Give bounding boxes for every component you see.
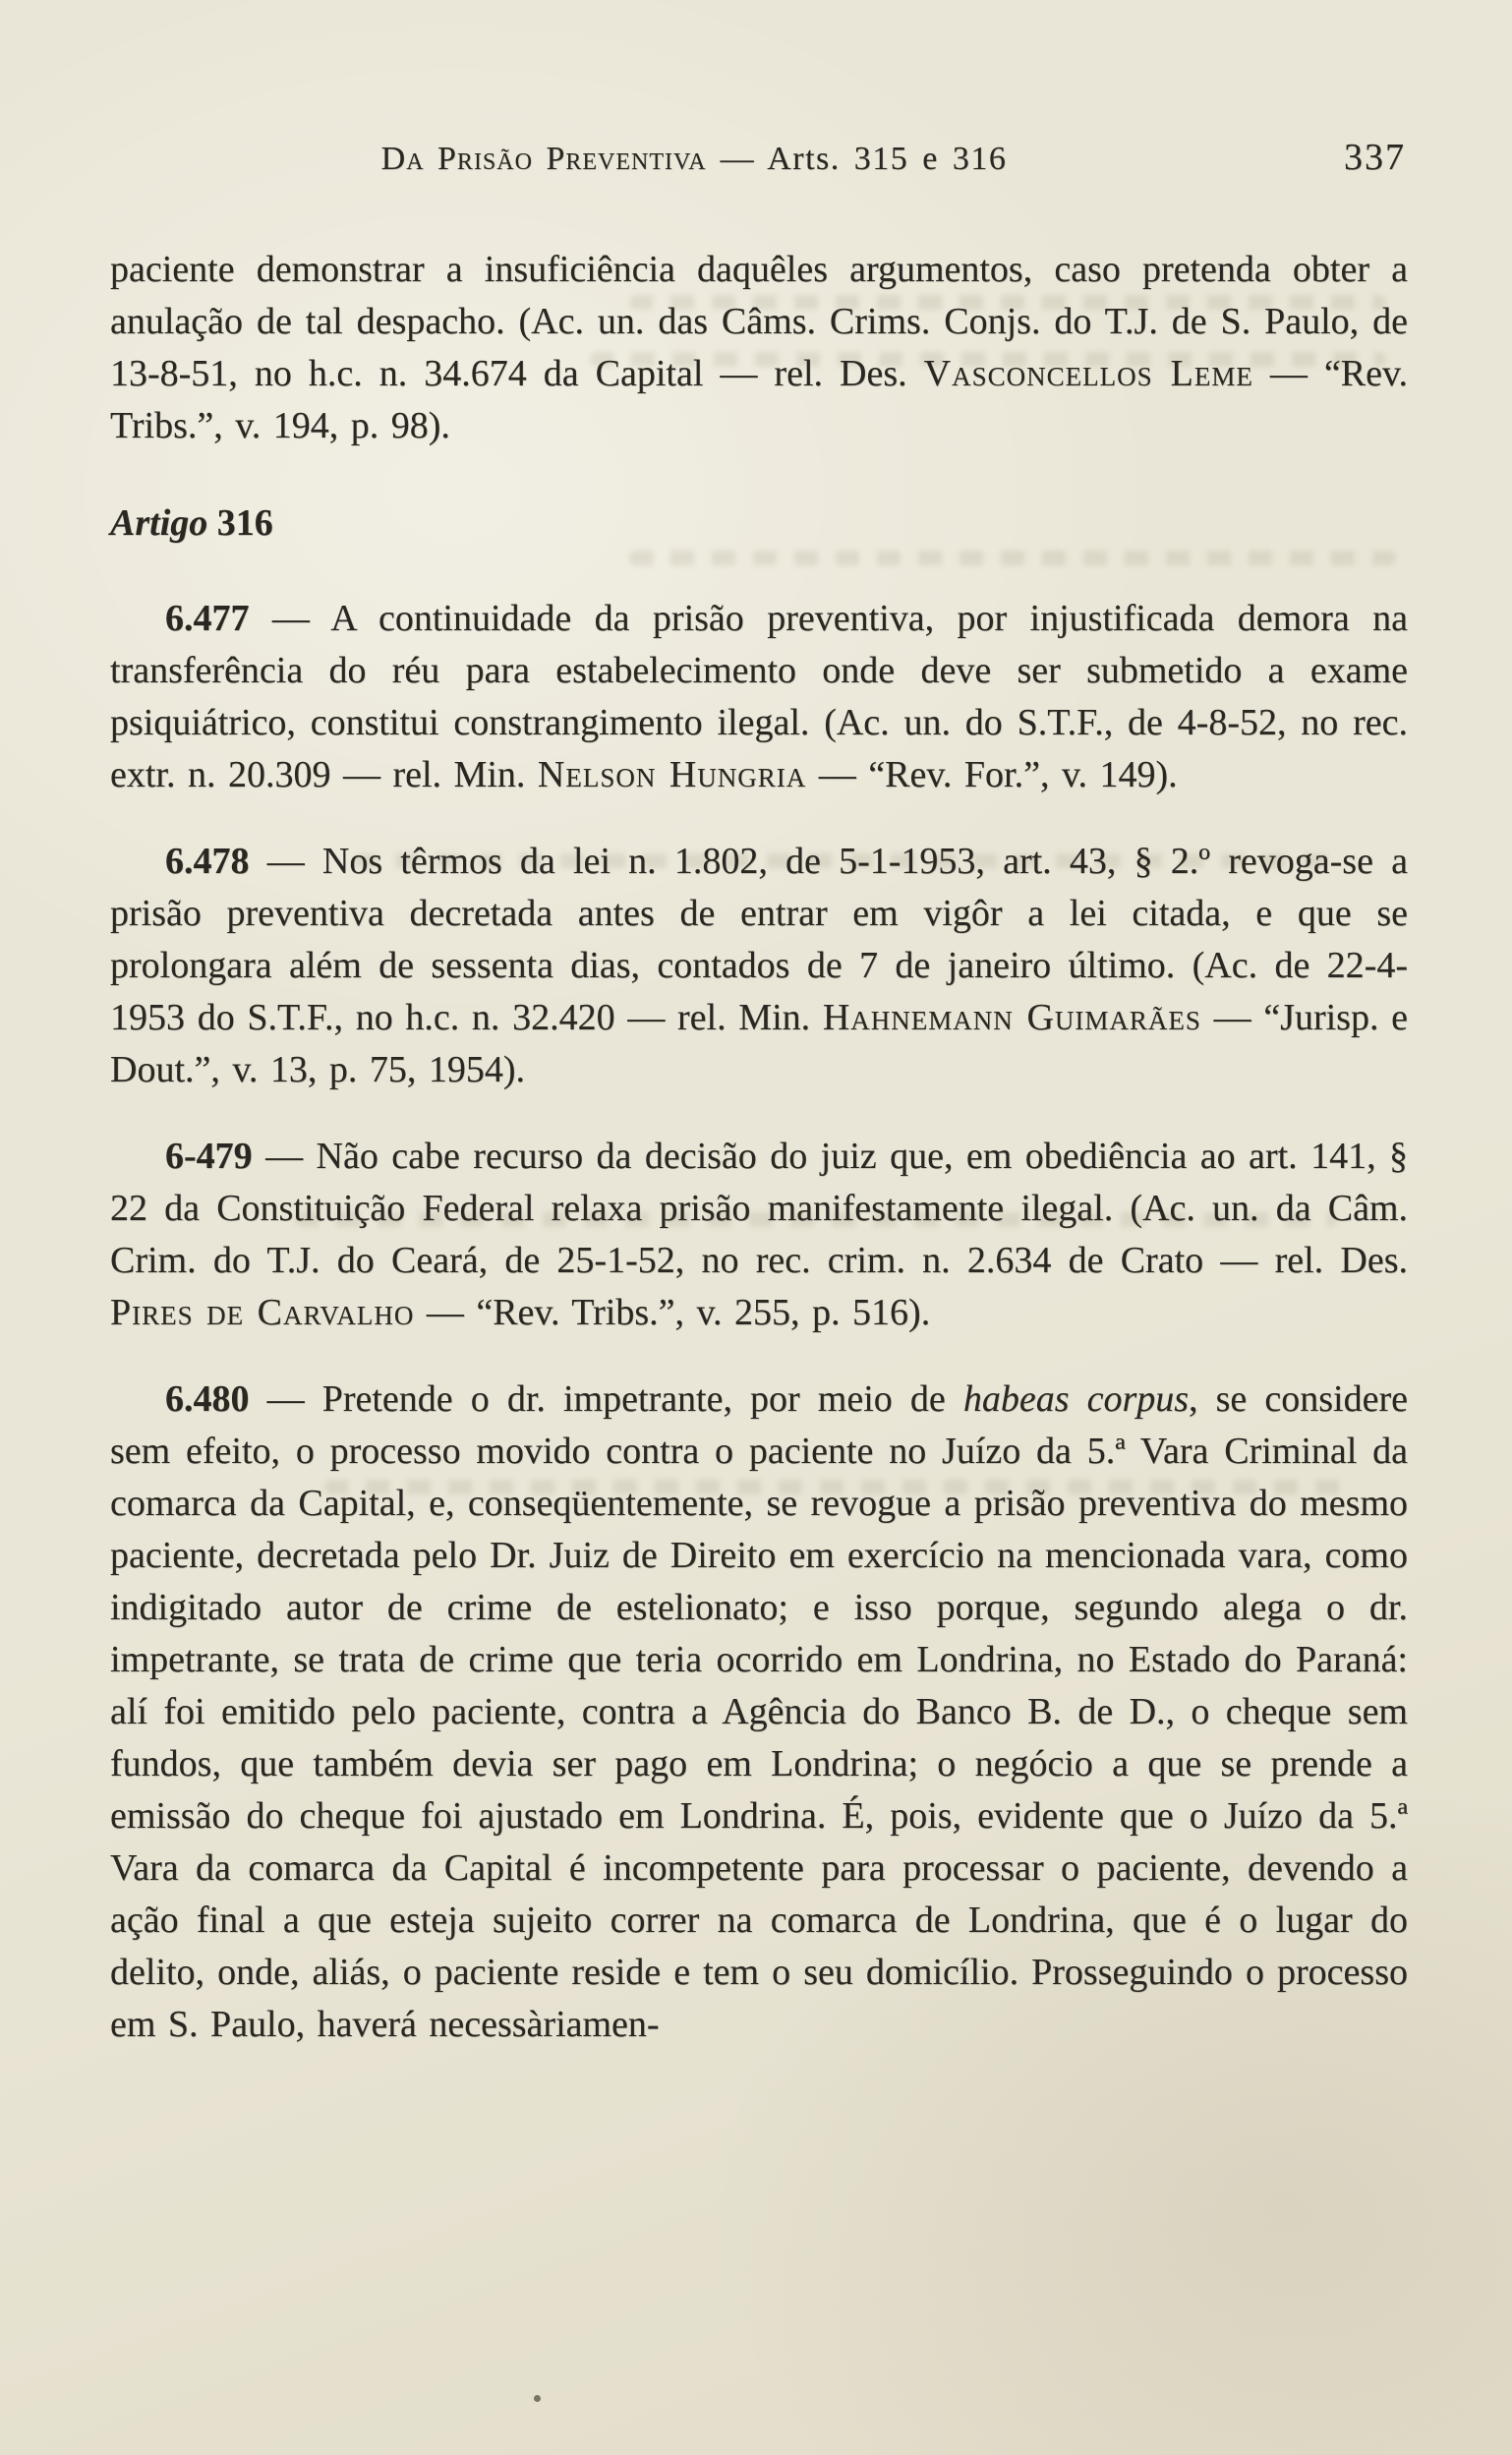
running-head: [110, 136, 1406, 179]
text-segment: Vasconcellos Leme: [923, 353, 1253, 394]
paragraph-continuation: [110, 244, 1408, 452]
text-segment: , se considere sem efeito, o processo movido contra o paciente no Juízo da 5.ª Vara Criminal da comarca da Capital, e, conseqüentemente, se revogue a prisão preventiva do mesmo paciente, decretada pelo Dr. Juiz de Direito em exercício na mencionada vara, como indigitado autor de crime de estelionato; e isso porque, segundo alega o dr. impetrante, se trata de crime que teria ocorrido em Londrina, no Estado do Paraná: alí foi emitido pelo paciente, contra a Agência do Banco B. de D., o cheque sem fundos, que também devia ser pago em Londrina; o negócio a que se prende a emissão do cheque foi ajustado em Londrina. É, pois, evidente que o Juízo da 5.ª Vara da comarca da Capital é incompetente para processar o paciente, devendo a ação final a que esteja sujeito correr na comarca de Londrina, que é o lugar do delito, onde, aliás, o paciente reside e tem o seu domicílio. Prosseguindo o processo em S. Paulo, haverá necessàriamen-: [110, 1378, 1408, 2045]
text-segment: 6.480: [165, 1378, 250, 1420]
text-segment: — “Rev. Tribs.”, v. 255, p. 516).: [414, 1292, 931, 1333]
text-segment: — “Jurisp. e Dout.”, v. 13, p. 75, 1954).: [110, 997, 1409, 1090]
paragraph-entry-6477: [110, 593, 1408, 801]
chapter-running-title: [110, 141, 1278, 178]
paragraph-entry-6480: [110, 1374, 1408, 2051]
text-segment: — Pretende o dr. impetrante, por meio de: [249, 1378, 963, 1420]
text-segment: Nelson Hungria: [537, 754, 807, 795]
text-segment: 6-479: [165, 1136, 253, 1177]
text-segment: — Arts. 315 e 316: [706, 141, 1008, 177]
text-segment: — Nos têrmos da lei n. 1.802, de 5-1-1953, art. 43, § 2.º revoga-se a prisão preventiva decretada antes de entrar em vigôr a lei citada, e que se prolongara além de sessenta dias, contados de 7 de janeiro último. (Ac. de 22-4-1953 do S.T.F., no h.c. n. 32.420 — rel. Min.: [110, 841, 1408, 1038]
paragraph-entry-6478: [110, 836, 1408, 1096]
text-segment: Hahnemann Guimarães: [822, 997, 1201, 1038]
text-segment: habeas corpus: [962, 1378, 1190, 1420]
text-segment: — A continuidade da prisão preventiva, por injustificada demora na transferência do réu para estabelecimento onde deve ser submetido a exame psiquiátrico, constitui constrangimento ilegal. (Ac. un. do S.T.F., de 4-8-52, no rec. extr. n. 20.309 — rel. Min.: [110, 598, 1408, 795]
paragraph-entry-6479: [110, 1131, 1408, 1339]
page-number: 337: [1344, 137, 1406, 178]
text-segment: — “Rev. Tribs.”, v. 194, p. 98).: [110, 353, 1408, 446]
text-segment: — Não cabe recurso da decisão do juiz que, em obediência ao art. 141, § 22 da Constituição Federal relaxa prisão manifestamente ilegal. (Ac. un. da Câm. Crim. do T.J. do Ceará, de 25-1-52, no rec. crim. n. 2.634 de Crato — rel. Des.: [110, 1136, 1408, 1281]
text-segment: paciente demonstrar a insuficiência daquêles argumentos, caso pretenda obter a anulação de tal despacho. (Ac. un. das Câms. Crims. Conjs. do T.J. de S. Paulo, de 13-8-51, no h.c. n. 34.674 da Capital — rel. Des.: [110, 249, 1408, 394]
text-segment: 6.478: [165, 841, 250, 882]
text-segment: Da Prisão Preventiva: [380, 141, 707, 177]
print-speck: [534, 2395, 541, 2402]
text-segment: — “Rev. For.”, v. 149).: [806, 754, 1178, 795]
text-segment: 316: [207, 502, 273, 544]
text-segment: Artigo: [110, 502, 208, 544]
artigo-316-heading: [110, 497, 1408, 550]
text-segment: Pires de Carvalho: [110, 1292, 415, 1333]
text-segment: 6.477: [165, 598, 250, 639]
text-block: [110, 244, 1408, 2085]
